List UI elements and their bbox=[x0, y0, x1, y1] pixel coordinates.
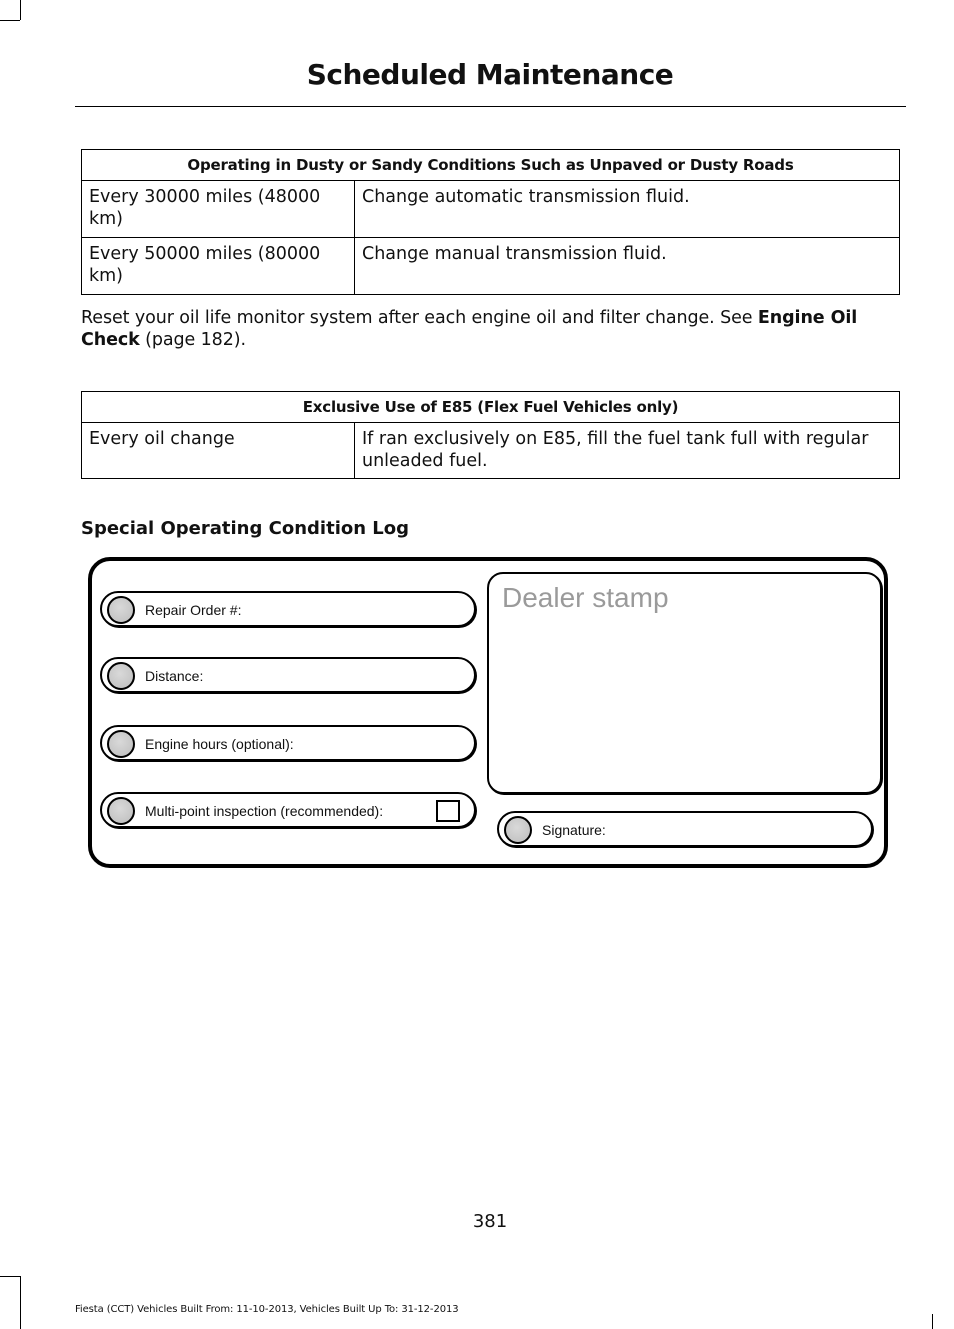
interval-cell: Every 50000 miles (80000 km) bbox=[82, 238, 355, 295]
repair-order-field[interactable] bbox=[100, 591, 476, 627]
title-rule bbox=[75, 106, 906, 107]
field-label: Distance: bbox=[145, 668, 204, 684]
interval-cell: Every oil change bbox=[82, 423, 355, 479]
interval-cell: Every 30000 miles (48000 km) bbox=[82, 181, 355, 238]
circle-icon bbox=[107, 730, 135, 758]
distance-field[interactable] bbox=[100, 657, 476, 693]
table-row bbox=[82, 423, 900, 479]
crop-mark bbox=[20, 1276, 21, 1329]
dealer-stamp-box bbox=[487, 572, 882, 794]
action-cell: Change manual transmission fluid. bbox=[355, 238, 900, 295]
circle-icon bbox=[107, 797, 135, 825]
signature-field[interactable] bbox=[497, 811, 873, 847]
crop-mark bbox=[932, 1314, 933, 1329]
inspection-field[interactable] bbox=[100, 792, 476, 828]
crop-mark bbox=[0, 1276, 20, 1277]
table-heading: Exclusive Use of E85 (Flex Fuel Vehicles only) bbox=[82, 392, 900, 423]
page-title: Scheduled Maintenance bbox=[306, 58, 674, 91]
action-cell: Change automatic transmission fluid. bbox=[355, 181, 900, 238]
table-heading: Operating in Dusty or Sandy Conditions Such as Unpaved or Dusty Roads bbox=[82, 150, 900, 181]
action-cell: If ran exclusively on E85, fill the fuel tank full with regular unleaded fuel. bbox=[355, 423, 900, 479]
reset-note bbox=[81, 307, 903, 351]
dealer-stamp-label: Dealer stamp bbox=[502, 582, 669, 613]
circle-icon bbox=[107, 662, 135, 690]
field-label: Signature: bbox=[542, 822, 606, 838]
footer-text: Fiesta (CCT) Vehicles Built From: 11-10-2013, Vehicles Built Up To: 31-12-2013 bbox=[75, 1304, 459, 1315]
field-label: Repair Order #: bbox=[145, 602, 242, 618]
section-heading: Special Operating Condition Log bbox=[81, 518, 410, 539]
crop-mark bbox=[20, 0, 21, 20]
circle-icon bbox=[504, 816, 532, 844]
engine-hours-field[interactable] bbox=[100, 725, 476, 761]
page-number: 381 bbox=[472, 1211, 508, 1232]
dusty-conditions-table bbox=[81, 149, 900, 295]
table-row bbox=[82, 238, 900, 295]
reset-note-text: Reset your oil life monitor system after each engine oil and filter change. See bbox=[81, 308, 758, 328]
field-label: Engine hours (optional): bbox=[145, 736, 294, 752]
circle-icon bbox=[107, 596, 135, 624]
crop-mark bbox=[0, 20, 20, 21]
e85-table bbox=[81, 391, 900, 479]
inspection-checkbox[interactable] bbox=[436, 800, 460, 822]
page-reference: (page 182). bbox=[139, 330, 246, 350]
engine-oil-check-link[interactable]: Engine Oil Check bbox=[81, 308, 858, 350]
table-row bbox=[82, 181, 900, 238]
field-label: Multi-point inspection (recommended): bbox=[145, 803, 384, 819]
